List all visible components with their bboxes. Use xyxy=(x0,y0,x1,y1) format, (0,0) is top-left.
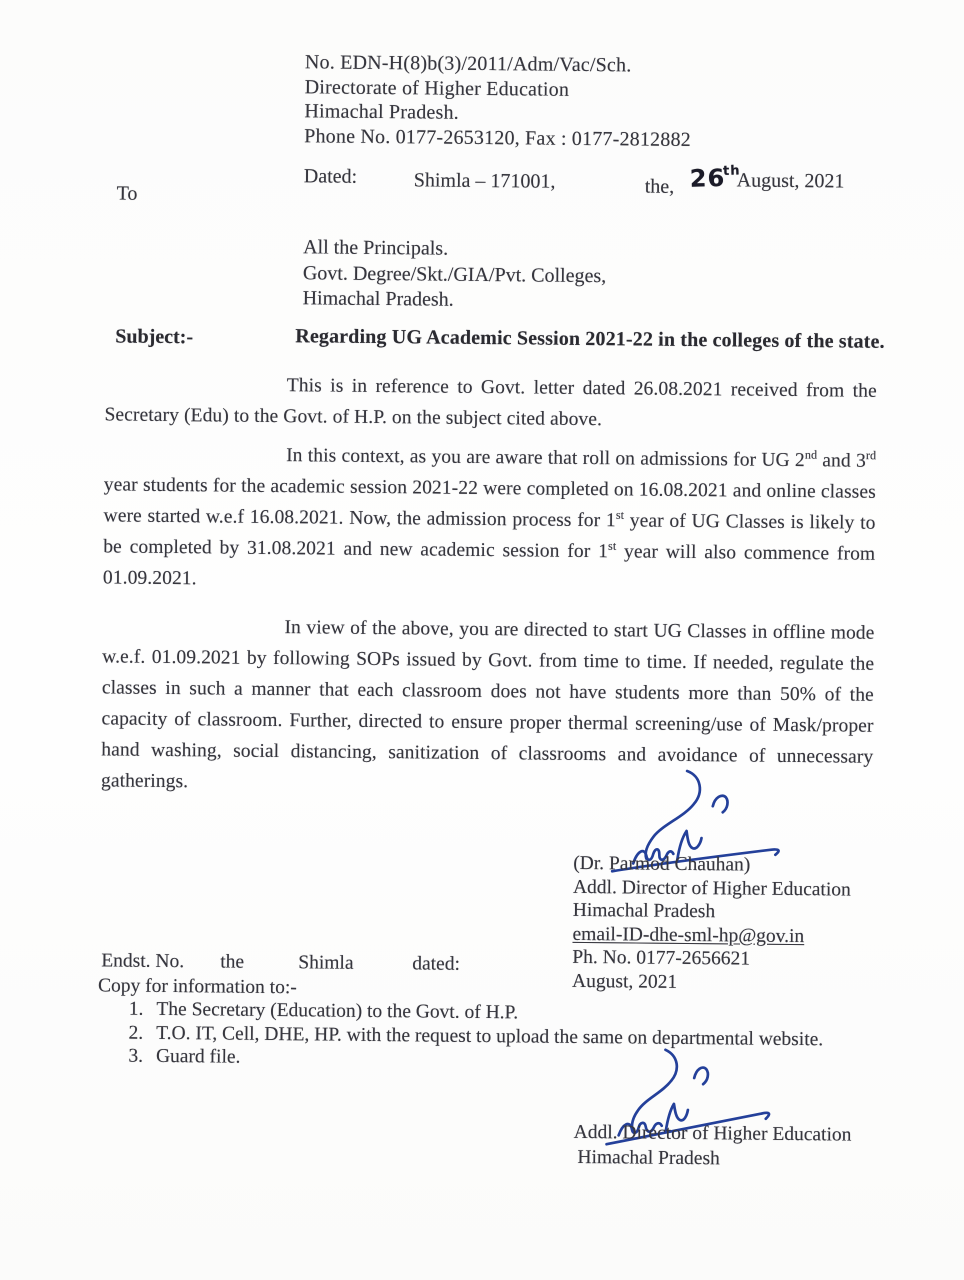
month-year: August, 2021 xyxy=(736,169,845,193)
letterhead xyxy=(304,50,692,152)
org-state: Himachal Pradesh. xyxy=(304,100,460,124)
endst-label: Endst. No. xyxy=(101,950,185,973)
signatory-name: (Dr. Parmod Chauhan) xyxy=(573,852,751,876)
item-number: 2. xyxy=(128,1022,144,1044)
signatory-block xyxy=(572,852,851,996)
addressee-block xyxy=(303,235,607,314)
place-pincode: Shimla – 171001, xyxy=(413,169,556,193)
signatory-date: August, 2021 xyxy=(572,970,678,993)
endst-the: the xyxy=(220,951,245,973)
item-text: Guard file. xyxy=(155,1045,241,1068)
to-label: To xyxy=(116,182,138,205)
item-number: 3. xyxy=(128,1045,144,1067)
signatory-title: Addl. Director of Higher Education xyxy=(572,876,851,901)
date-ordinal: th xyxy=(722,163,741,179)
signatory-state: Himachal Pradesh xyxy=(572,900,716,923)
subject-label: Subject:- xyxy=(115,325,194,349)
body-paragraph-1: This is in reference to Govt. letter dated 26.08.2021 received from the Secretary (Edu) to the Govt. of H.P. on the subject cited above. xyxy=(104,375,877,431)
item-number: 1. xyxy=(128,998,144,1020)
signatory-email: email-ID-dhe-sml-hp@gov.in xyxy=(572,923,805,947)
org-name: Directorate of Higher Education xyxy=(304,75,570,101)
addressee-line: Himachal Pradesh. xyxy=(302,287,454,311)
item-text: T.O. IT, Cell, DHE, HP. with the request to upload the same on departmental website. xyxy=(156,1022,824,1050)
signatory-block-2 xyxy=(573,1121,851,1173)
copy-info-label: Copy for information to:- xyxy=(97,975,297,999)
subject-text: Regarding UG Academic Session 2021-22 in the colleges of the state. xyxy=(295,325,885,353)
phone-fax-line: Phone No. 0177-2653120, Fax : 0177-2812882 xyxy=(304,124,692,151)
signatory-state: Himachal Pradesh xyxy=(577,1146,720,1169)
the-label: the, xyxy=(644,175,675,198)
item-text: The Secretary (Education) to the Govt. of H.P. xyxy=(156,998,519,1024)
handwritten-date xyxy=(690,164,845,193)
body-paragraph-3: In view of the above, you are directed to start UG Classes in offline mode w.e.f. 01.09.2021 by following SOPs issued by Govt. from time to time. If needed, regulate the classes in such a manner that each classroom does not have students more than 50% of the capacity of classroom. Further, directed to ensure proper thermal screening/use of Mask/proper hand washing, social distancing, sanitization of classrooms and avoidance of unnecessary gatherings. xyxy=(100,617,875,793)
handwritten-day: 26th xyxy=(689,163,741,193)
dated-label: Dated: xyxy=(303,165,358,188)
body-paragraph-2: In this context, as you are aware that roll on admissions for UG 2nd and 3rd year students for the academic session 2021-22 were completed on 16.08.2021 and online classes were started w.e.f 16.08.2021. Now, the admission process for 1st year of UG Classes is likely to be completed by 31.08.2021 and new academic session for 1st year will also commence from 01.09.2021. xyxy=(102,445,877,590)
addressee-line: All the Principals. xyxy=(303,236,449,260)
addressee-line: Govt. Degree/Skt./GIA/Pvt. Colleges, xyxy=(302,261,607,287)
endst-place: Shimla xyxy=(298,952,354,974)
endst-dated-label: dated: xyxy=(412,953,461,975)
signatory-phone: Ph. No. 0177-2656621 xyxy=(572,947,751,970)
reference-number: No. EDN-H(8)b(3)/2011/Adm/Vac/Sch. xyxy=(304,51,632,77)
signatory-title: Addl. Director of Higher Education xyxy=(573,1121,852,1146)
